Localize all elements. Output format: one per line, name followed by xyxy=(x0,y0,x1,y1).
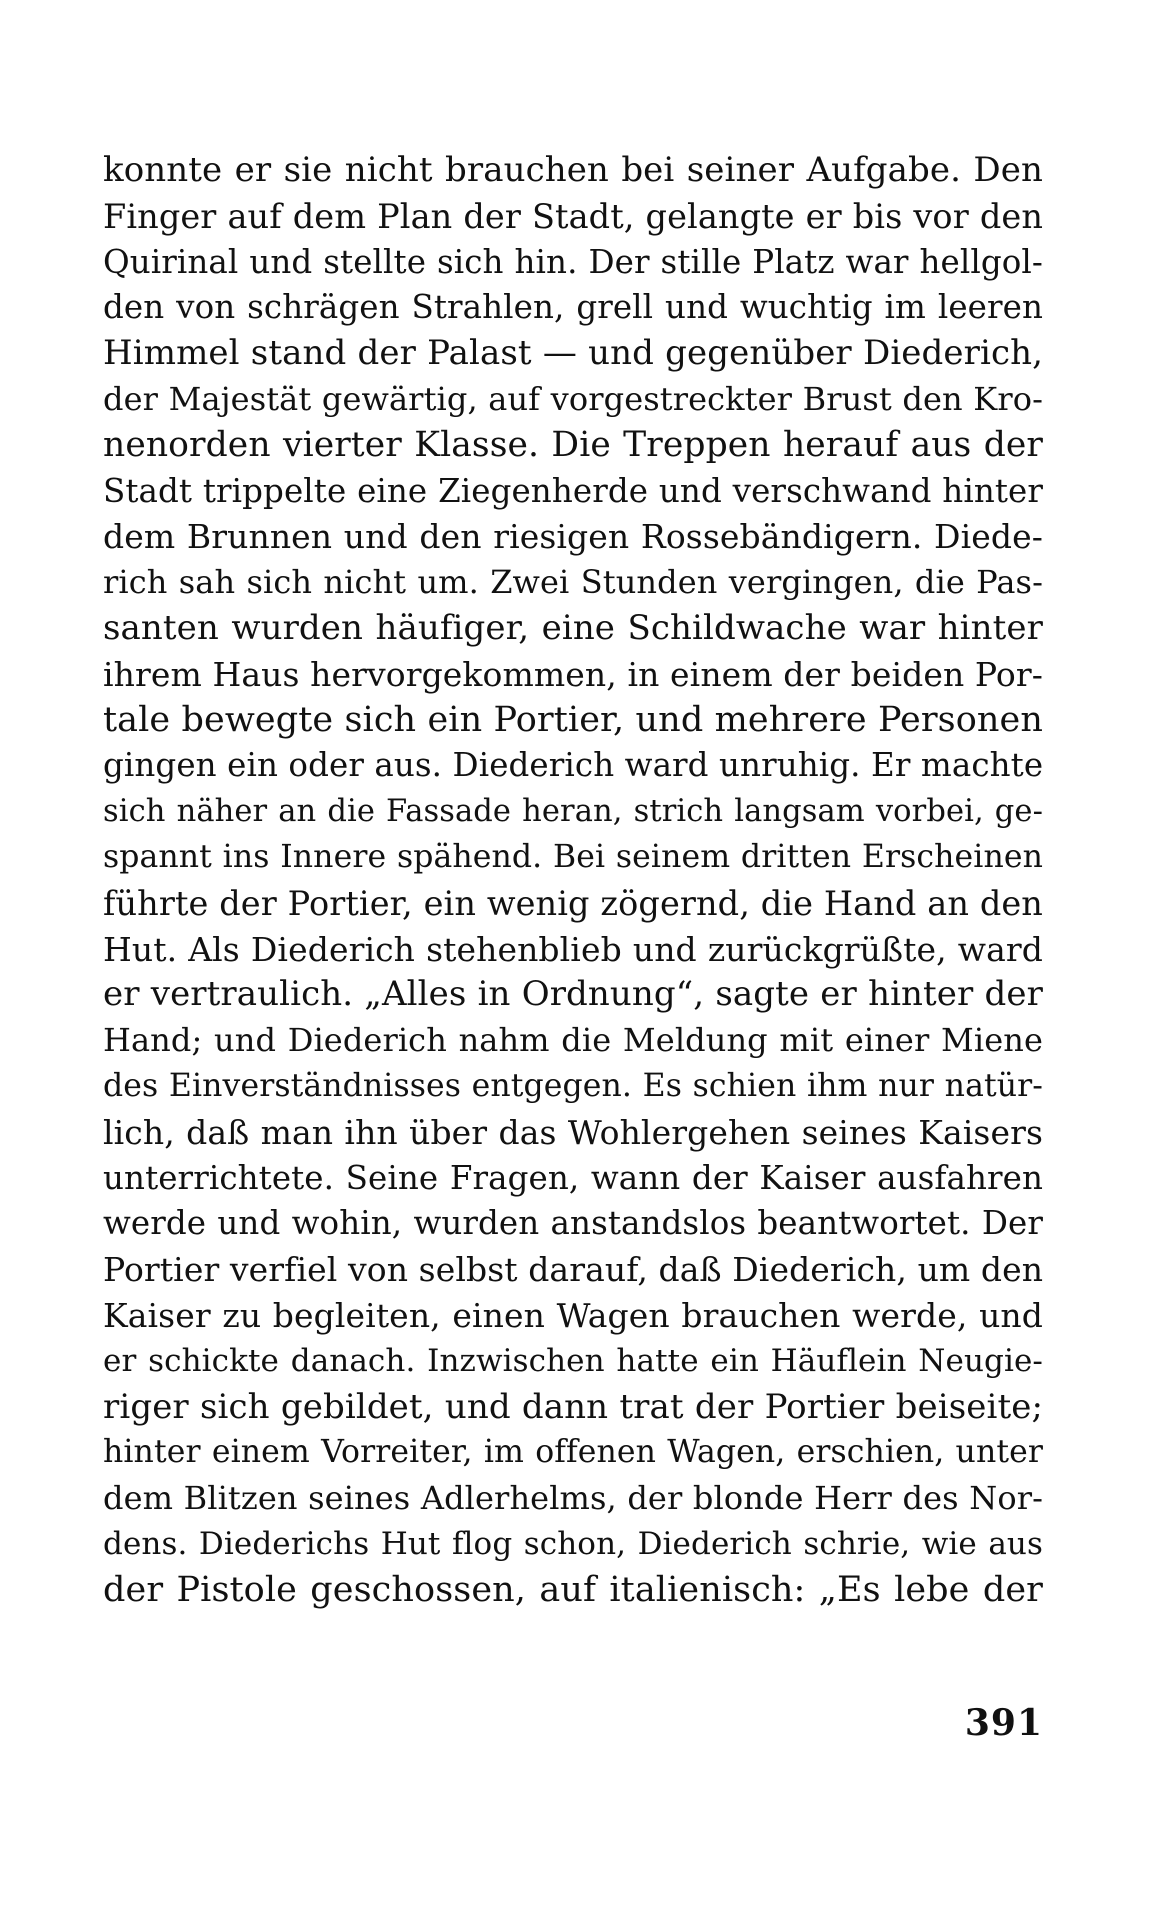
text-line: Hand; und Diederich nahm die Meldung mit einer Miene xyxy=(103,1021,1043,1060)
text-line: rich sah sich nicht um. Zwei Stunden vergingen, die Pas- xyxy=(103,563,1043,602)
text-line: dem Brunnen und den riesigen Rossebändigern. Diede- xyxy=(103,517,1043,557)
text-line: spannt ins Innere spähend. Bei seinem dritten Erscheinen xyxy=(103,838,1043,875)
page-number: 391 xyxy=(964,1702,1043,1744)
text-line: dem Blitzen seines Adlerhelms, der blonde Herr des Nor- xyxy=(103,1479,1043,1518)
text-line: sich näher an die Fassade heran, strich langsam vorbei, ge- xyxy=(103,794,1043,830)
text-line: den von schrägen Strahlen, grell und wuchtig im leeren xyxy=(103,288,1043,327)
text-line: der Pistole geschossen, auf italienisch: „Es lebe der xyxy=(103,1569,1043,1610)
text-line: hinter einem Vorreiter, im offenen Wagen, erschien, unter xyxy=(103,1434,1043,1471)
text-line: tale bewegte sich ein Portier, und mehrere Personen xyxy=(103,699,1043,740)
text-line: werde und wohin, wurden anstandslos beantwortet. Der xyxy=(103,1204,1043,1243)
text-line: führte der Portier, ein wenig zögernd, die Hand an den xyxy=(103,883,1043,923)
text-line: Hut. Als Diederich stehenblieb und zurückgrüßte, ward xyxy=(103,929,1043,969)
text-line: ihrem Haus hervorgekommen, in einem der beiden Por- xyxy=(103,654,1043,694)
text-line: Portier verfiel von selbst darauf, daß Diederich, um den xyxy=(103,1250,1044,1290)
text-line: Quirinal und stellte sich hin. Der stille Platz war hellgol- xyxy=(103,242,1043,281)
text-line: er vertraulich. „Alles in Ordnung“, sagte er hinter der xyxy=(103,974,1043,1015)
text-line: dens. Diederichs Hut flog schon, Diederich schrie, wie aus xyxy=(103,1525,1043,1562)
text-line: Himmel stand der Palast — und gegenüber Diederich, xyxy=(103,333,1043,374)
text-line: Kaiser zu begleiten, einen Wagen brauchen werde, und xyxy=(103,1295,1043,1335)
text-line: konnte er sie nicht brauchen bei seiner Aufgabe. Den xyxy=(103,150,1043,190)
text-line: riger sich gebildet, und dann trat der Portier beiseite; xyxy=(103,1386,1043,1427)
text-line: Stadt trippelte eine Ziegenherde und verschwand hinter xyxy=(103,471,1043,510)
text-line: unterrichtete. Seine Fragen, wann der Kaiser ausfahren xyxy=(103,1158,1043,1197)
body-text xyxy=(103,148,1043,1614)
text-line: lich, daß man ihn über das Wohlergehen seines Kaisers xyxy=(103,1112,1043,1152)
text-line: santen wurden häufiger, eine Schildwache war hinter xyxy=(103,607,1043,648)
text-line: gingen ein oder aus. Diederich ward unruhig. Er machte xyxy=(103,746,1044,785)
text-line: der Majestät gewärtig, auf vorgestreckter Brust den Kro- xyxy=(103,379,1043,418)
text-line: nenorden vierter Klasse. Die Treppen herauf aus der xyxy=(103,424,1043,465)
text-line: Finger auf dem Plan der Stadt, gelangte er bis vor den xyxy=(103,196,1043,236)
text-line: des Einverständnisses entgegen. Es schien ihm nur natür- xyxy=(103,1067,1043,1104)
text-line: er schickte danach. Inzwischen hatte ein Häuflein Neugie- xyxy=(103,1342,1043,1379)
